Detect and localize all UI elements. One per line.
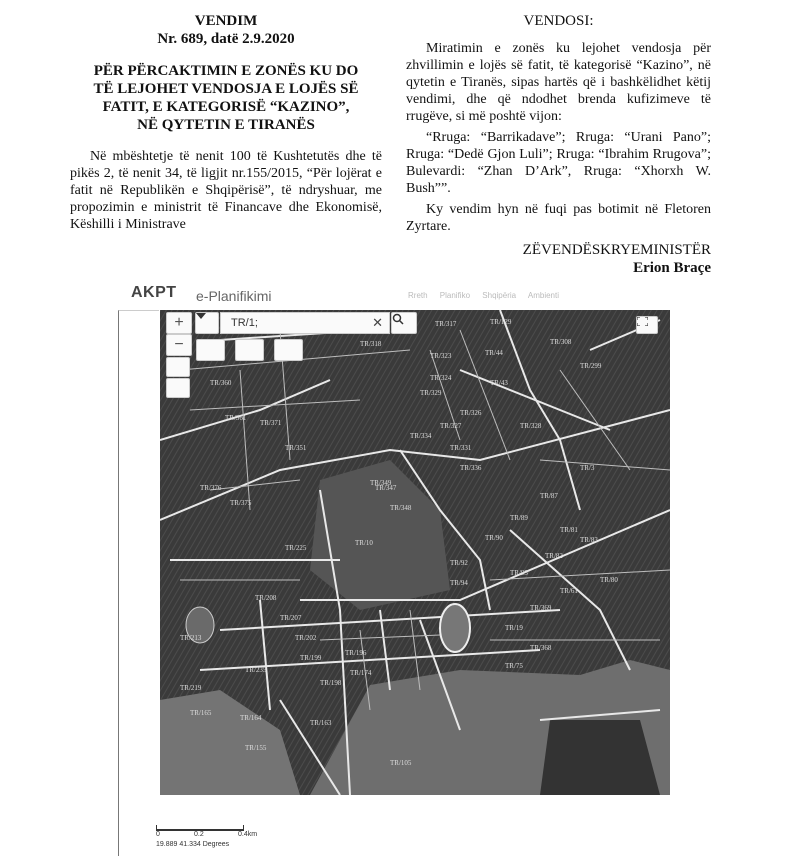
- map-tool-button-3[interactable]: [196, 339, 225, 361]
- map-scale: [156, 825, 266, 848]
- map-screenshot: [118, 280, 678, 866]
- zoom-in-button[interactable]: [166, 312, 192, 334]
- svg-text:TR/198: TR/198: [320, 679, 342, 687]
- nav-link[interactable]: Shqipëria: [482, 291, 517, 300]
- top-nav: [408, 291, 569, 300]
- svg-text:TR/174: TR/174: [350, 669, 372, 677]
- svg-text:TR/327: TR/327: [440, 422, 462, 430]
- cursor-coordinates: 19.889 41.334 Degrees: [156, 841, 230, 848]
- svg-text:TR/318: TR/318: [360, 340, 382, 348]
- svg-text:TR/43: TR/43: [490, 379, 508, 387]
- streets-paragraph: “Rruga: “Barrikadave”; Rruga: “Urani Pano”; Rruga: “Dedë Gjon Luli”; Rruga: “Ibrahim Rrugova”; Bulevardi: “Zhan D’Ark”, Rruga: “Xhorxh W. Bush””.: [406, 130, 711, 196]
- decision-title: [70, 62, 382, 134]
- svg-text:TR/89: TR/89: [510, 514, 528, 522]
- svg-text:TR/94: TR/94: [450, 579, 468, 587]
- svg-text:TR/334: TR/334: [410, 432, 432, 440]
- svg-text:TR/219: TR/219: [180, 684, 202, 692]
- decision-number-date: Nr. 689, datë 2.9.2020: [157, 31, 295, 47]
- map-tool-button-5[interactable]: [274, 339, 303, 361]
- svg-text:TR/368: TR/368: [530, 644, 552, 652]
- svg-text:TR/208: TR/208: [255, 594, 277, 602]
- svg-text:TR/82: TR/82: [545, 552, 563, 560]
- svg-text:TR/347: TR/347: [375, 484, 397, 492]
- svg-text:TR/207: TR/207: [280, 614, 302, 622]
- nav-link[interactable]: Ambienti: [527, 291, 559, 300]
- svg-text:TR/105: TR/105: [390, 759, 412, 767]
- svg-text:TR/164: TR/164: [240, 714, 262, 722]
- map-imagery: [160, 310, 670, 795]
- svg-text:TR/92: TR/92: [450, 559, 468, 567]
- decided-heading: VENDOSI:: [523, 13, 594, 29]
- svg-text:TR/375: TR/375: [230, 499, 252, 507]
- svg-text:TR/61: TR/61: [560, 587, 578, 595]
- decision-paragraph-1: Miratimin e zonës ku lejohet vendosja për zhvillimin e lojës së fatit, të kategorisë “Kazino”, në qytetin e Tiranës, sipas hartës që i bashkëlidhet këtij vendimi, dhe që ndodhet brenda kufizimeve të rrugëve, si më poshtë vijon:: [406, 41, 711, 124]
- svg-text:TR/129: TR/129: [490, 318, 512, 326]
- svg-text:TR/199: TR/199: [300, 654, 322, 662]
- svg-text:TR/299: TR/299: [580, 362, 602, 370]
- map-tool-button-2[interactable]: [166, 378, 190, 398]
- svg-text:TR/371: TR/371: [260, 419, 282, 427]
- signature-name: Erion Braçe: [633, 260, 711, 276]
- minus-icon: −: [174, 336, 184, 353]
- svg-text:TR/44: TR/44: [485, 349, 503, 357]
- fullscreen-button[interactable]: [636, 316, 658, 334]
- plus-icon: +: [174, 314, 184, 331]
- nav-link[interactable]: Rreth: [408, 291, 428, 300]
- svg-text:TR/87: TR/87: [540, 492, 558, 500]
- svg-text:TR/83: TR/83: [580, 536, 598, 544]
- title-line: NË QYTETIN E TIRANËS: [137, 117, 315, 133]
- title-line: TË LEJOHET VENDOSJA E LOJËS SË: [93, 81, 359, 97]
- svg-text:TR/10: TR/10: [355, 539, 373, 547]
- svg-text:TR/19: TR/19: [505, 624, 523, 632]
- svg-text:TR/80: TR/80: [600, 576, 618, 584]
- app-name: e-Planifikimi: [196, 288, 272, 304]
- brand-logo: AKPT: [131, 284, 177, 301]
- decision-heading: VENDIM: [194, 13, 258, 29]
- search-icon: [392, 313, 404, 325]
- svg-text:TR/3: TR/3: [580, 464, 595, 472]
- search-value: TR/1;: [231, 317, 258, 329]
- scale-tick: 0.4km: [238, 831, 258, 838]
- svg-text:TR/165: TR/165: [190, 709, 212, 717]
- svg-text:TR/326: TR/326: [460, 409, 482, 417]
- svg-text:TR/361: TR/361: [225, 414, 247, 422]
- title-line: PËR PËRCAKTIMIN E ZONËS KU DO: [93, 63, 359, 79]
- svg-text:TR/196: TR/196: [345, 649, 367, 657]
- svg-text:TR/328: TR/328: [520, 422, 542, 430]
- svg-text:TR/348: TR/348: [390, 504, 412, 512]
- svg-text:TR/376: TR/376: [200, 484, 222, 492]
- svg-text:TR/81: TR/81: [560, 526, 578, 534]
- nav-link[interactable]: Planifiko: [439, 291, 471, 300]
- preamble-paragraph: Në mbështetje të nenit 100 të Kushtetutës dhe të pikës 2, të nenit 34, të ligjit nr.155/2015, “Për lojërat e fatit në Republikën e Shqipërisë”, të ndryshuar, me propozimin e ministrit të Financave dhe Ekonomisë, Këshilli i Ministrave: [70, 149, 382, 232]
- svg-text:TR/235: TR/235: [245, 666, 267, 674]
- scale-labels: [156, 831, 266, 840]
- satellite-map[interactable]: [160, 310, 670, 795]
- effect-paragraph: Ky vendim hyn në fuqi pas botimit në Fletoren Zyrtare.: [406, 202, 711, 234]
- layer-dropdown-button[interactable]: [195, 312, 219, 334]
- decision-left-column: [70, 12, 382, 233]
- svg-text:TR/213: TR/213: [180, 634, 202, 642]
- search-button[interactable]: [391, 312, 417, 334]
- title-line: FATIT, E KATEGORISË “KAZINO”,: [102, 99, 350, 115]
- svg-text:TR/75: TR/75: [505, 662, 523, 670]
- map-tool-button-1[interactable]: [166, 357, 190, 377]
- svg-text:TR/349: TR/349: [370, 479, 392, 487]
- svg-text:TR/369: TR/369: [530, 604, 552, 612]
- expand-icon: [637, 317, 648, 326]
- svg-text:TR/317: TR/317: [435, 320, 457, 328]
- scale-tick: 0: [156, 831, 160, 838]
- svg-text:TR/336: TR/336: [460, 464, 482, 472]
- scale-tick: 0.2: [194, 831, 204, 838]
- svg-text:TR/360: TR/360: [210, 379, 232, 387]
- svg-text:TR/331: TR/331: [450, 444, 472, 452]
- svg-text:TR/308: TR/308: [550, 338, 572, 346]
- svg-text:TR/93: TR/93: [510, 569, 528, 577]
- map-tool-button-4[interactable]: [235, 339, 264, 361]
- decision-right-column: [406, 12, 711, 277]
- side-panel: [118, 310, 159, 856]
- svg-text:TR/323: TR/323: [430, 352, 452, 360]
- svg-text:TR/329: TR/329: [420, 389, 442, 397]
- svg-text:TR/324: TR/324: [430, 374, 452, 382]
- svg-text:TR/202: TR/202: [295, 634, 317, 642]
- svg-text:TR/225: TR/225: [285, 544, 307, 552]
- svg-text:TR/351: TR/351: [285, 444, 307, 452]
- zoom-out-button[interactable]: [166, 334, 192, 356]
- caret-down-icon: [196, 313, 206, 319]
- svg-text:TR/155: TR/155: [245, 744, 267, 752]
- clear-search-icon[interactable]: ✕: [372, 315, 383, 330]
- parcel-search-input[interactable]: [220, 312, 390, 334]
- svg-text:TR/90: TR/90: [485, 534, 503, 542]
- svg-text:TR/163: TR/163: [310, 719, 332, 727]
- signature-role: ZËVENDËSKRYEMINISTËR: [522, 242, 711, 258]
